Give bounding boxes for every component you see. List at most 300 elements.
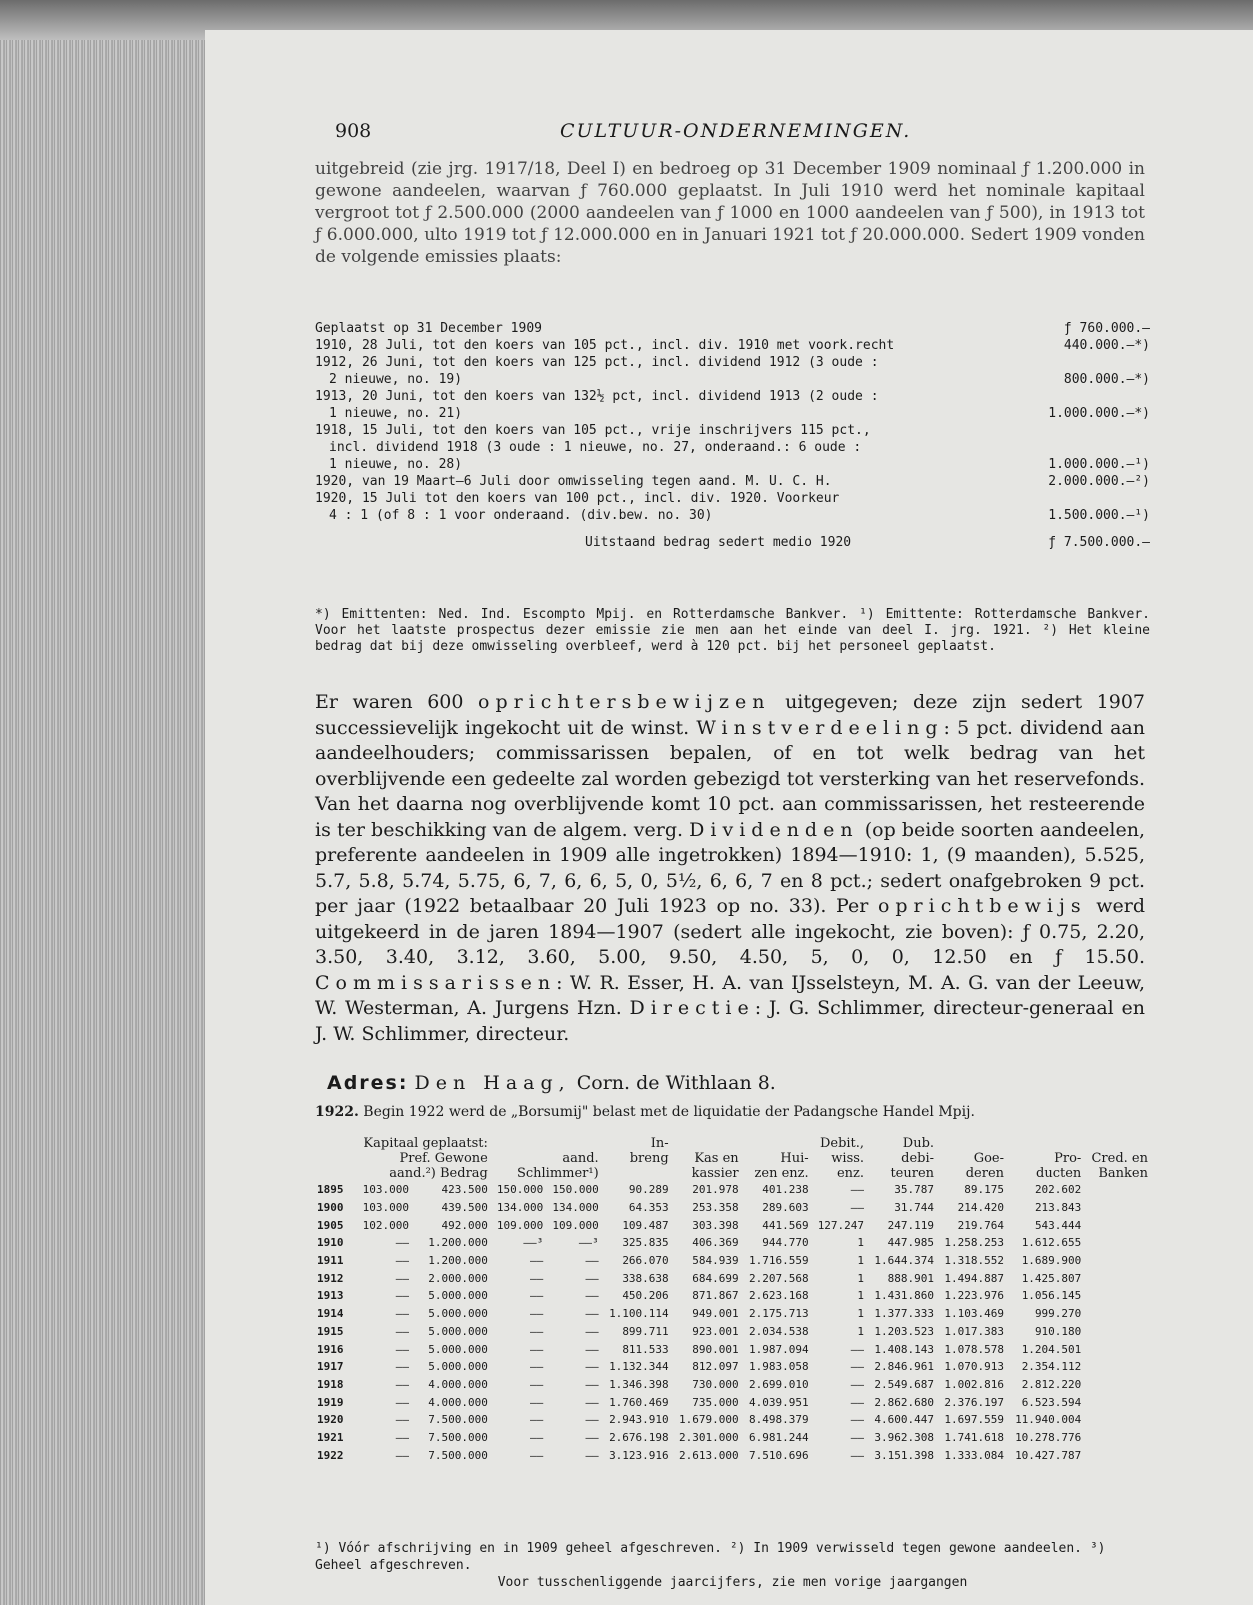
table-row — [315, 1429, 1150, 1447]
table-cell: —— — [395, 1360, 409, 1374]
table-cell: —— — [395, 1430, 409, 1444]
table-row — [315, 1323, 1150, 1341]
table-cell: 1.689.900 — [1021, 1254, 1082, 1268]
address-label: Adres: — [327, 1072, 409, 1094]
table-cell: 7.500.000 — [428, 1448, 488, 1462]
table-cell: 6.523.594 — [1021, 1395, 1082, 1409]
financial-table-body — [315, 1181, 1150, 1464]
table-cell: —— — [530, 1448, 544, 1462]
emission-line — [315, 371, 1150, 388]
spaced-term: Commissarissen — [315, 971, 557, 994]
table-cell: 439.500 — [441, 1201, 488, 1215]
table-cell: 5.000.000 — [428, 1324, 488, 1338]
table-cell: 1.408.143 — [874, 1342, 935, 1356]
main-paragraph — [315, 690, 1145, 1047]
table-cell: 1 — [857, 1254, 865, 1268]
table-cell: 1 — [857, 1271, 865, 1285]
table-cell: 401.238 — [762, 1183, 809, 1197]
table-cell: 3.123.916 — [609, 1448, 669, 1462]
table-row — [315, 1358, 1150, 1376]
paragraph-segment: : J. G. Schlimmer, directeur-generaal en J. W. Schlimmer, directeur. — [315, 997, 1145, 1045]
column-header: Hui- — [780, 1151, 809, 1166]
column-header: Cred. en — [1091, 1151, 1148, 1166]
table-cell: 811.533 — [622, 1342, 669, 1356]
document-page — [205, 30, 1253, 1605]
table-cell: 1.103.469 — [944, 1307, 1005, 1321]
table-cell: 325.835 — [622, 1236, 669, 1250]
table-row — [315, 1216, 1150, 1234]
emission-line — [315, 490, 1150, 507]
column-header: breng — [629, 1151, 669, 1166]
table-cell: 1.644.374 — [874, 1254, 935, 1268]
table-cell: —— — [395, 1342, 409, 1356]
column-header: Kas en — [694, 1151, 739, 1166]
table-cell: 2.000.000 — [428, 1271, 488, 1285]
column-header: deren — [965, 1166, 1005, 1181]
table-cell: 247.119 — [887, 1218, 935, 1232]
table-cell: —— — [850, 1342, 865, 1356]
table-cell: —— — [395, 1324, 409, 1338]
row-year: 1895 — [317, 1183, 344, 1197]
emission-line — [315, 507, 1150, 524]
paragraph-segment: : 5 pct. dividend aan aandeelhouders; commissarissen bepalen, of en tot welk bedrag van het overblijvende een gedeelte zal worden gebezigd tot versterking van het reservefonds. Van het daarna nog overblijvende komt 10 pct. aan commissarissen, het resteerende is ter beschikking van de algem. verg. — [315, 716, 1145, 841]
table-cell: ——³ — [523, 1236, 544, 1250]
table-cell: 7.500.000 — [428, 1413, 488, 1427]
table-cell: —— — [585, 1307, 599, 1321]
table-cell: 944.770 — [762, 1236, 809, 1250]
table-cell: 1.204.501 — [1021, 1342, 1082, 1356]
table-cell: 2.676.198 — [609, 1430, 669, 1444]
column-header — [601, 1166, 671, 1181]
table-cell: 492.000 — [441, 1218, 488, 1232]
column-header — [315, 1166, 349, 1181]
emission-amount: 2.000.000.—²) — [1048, 474, 1150, 489]
column-header: Banken — [1098, 1166, 1148, 1181]
table-cell: —— — [395, 1289, 409, 1303]
emission-line — [315, 456, 1150, 473]
table-cell: 447.985 — [887, 1236, 935, 1250]
table-cell: 2.699.010 — [749, 1377, 809, 1391]
table-cell: 89.175 — [964, 1183, 1005, 1197]
row-year: 1919 — [317, 1395, 344, 1409]
row-year: 1913 — [317, 1289, 344, 1303]
table-cell: —— — [530, 1289, 544, 1303]
table-cell: —— — [585, 1377, 599, 1391]
table-cell: 8.498.379 — [749, 1413, 809, 1427]
spaced-term: oprichtersbewijzen — [478, 691, 771, 713]
table-cell: —— — [850, 1395, 865, 1409]
emission-notes: *) Emittenten: Ned. Ind. Escompto Mpij. en Rotterdamsche Bankver. ¹) Emittente: Rotterdamsche Bankver. Voor het laatste prospectus dezer emissie zie men aan het einde van deel I. jrg. 1921. ²) Het kleine bedrag dat bij deze omwisseling overbleef, werd à 120 pct. bij het personeel geplaatst. — [315, 607, 1150, 654]
table-cell: 134.000 — [552, 1201, 599, 1215]
table-cell: 3.962.308 — [874, 1430, 935, 1444]
table-cell: 2.034.538 — [749, 1324, 809, 1338]
table-cell: 201.978 — [692, 1183, 739, 1197]
row-year: 1910 — [317, 1236, 344, 1250]
table-row — [315, 1252, 1150, 1270]
table-cell: —— — [850, 1377, 865, 1391]
table-cell: —— — [395, 1271, 409, 1285]
table-cell: —— — [395, 1236, 409, 1250]
address-city: Den Haag, — [414, 1072, 571, 1094]
table-cell: 812.097 — [692, 1360, 739, 1374]
row-year: 1921 — [317, 1430, 344, 1444]
table-cell: 2.175.713 — [749, 1307, 809, 1321]
table-cell: —— — [850, 1201, 865, 1215]
table-cell: —— — [395, 1377, 409, 1391]
table-cell: 2.207.568 — [749, 1271, 809, 1285]
emission-line — [315, 320, 1150, 337]
table-cell: 899.711 — [622, 1324, 669, 1338]
emission-text: 1 nieuwe, no. 28) — [329, 457, 463, 472]
table-cell: —— — [850, 1448, 865, 1462]
emission-amount: 800.000.—*) — [1063, 372, 1150, 387]
table-cell: 2.943.910 — [609, 1413, 669, 1427]
intro-text: uitgebreid (zie jrg. 1917/18, Deel I) en bedroeg op 31 December 1909 nominaal ƒ 1.200.000 in gewone aandeelen, waarvan ƒ 760.000 geplaatst. In Juli 1910 werd het nominale kapitaal vergroot tot ƒ 2.500.000 (2000 aandeelen van ƒ 1000 en 1000 aandeelen van ƒ 500), in 1913 tot ƒ 6.000.000, ulto 1919 tot ƒ 12.000.000 en in Januari 1921 tot ƒ 20.000.000. Sedert 1909 vonden de volgende emissies plaats: — [315, 159, 1145, 267]
table-header-row — [315, 1136, 1150, 1151]
row-year: 1917 — [317, 1360, 344, 1374]
table-cell: 10.427.787 — [1015, 1448, 1082, 1462]
table-cell: —— — [530, 1342, 544, 1356]
emission-text: Geplaatst op 31 December 1909 — [315, 321, 542, 336]
column-header — [1083, 1136, 1150, 1151]
emission-line — [315, 422, 1150, 439]
table-cell: 1 — [857, 1324, 865, 1338]
table-cell: 289.603 — [762, 1201, 809, 1215]
table-cell: 1.318.552 — [944, 1254, 1005, 1268]
table-cell: —— — [585, 1289, 599, 1303]
table-cell: 1.056.145 — [1021, 1289, 1082, 1303]
table-cell: —— — [395, 1448, 409, 1462]
table-cell: 1.697.559 — [944, 1413, 1005, 1427]
table-cell: 1.223.976 — [944, 1289, 1005, 1303]
emission-text: 1920, van 19 Maart—6 Juli door omwisseling tegen aand. M. U. C. H. — [315, 474, 832, 489]
year-1922-label: 1922. — [315, 1104, 359, 1120]
spaced-term: Dividenden — [689, 818, 859, 841]
column-header: Pref. Gewone — [399, 1151, 488, 1166]
table-cell: 1 — [857, 1236, 865, 1250]
table-cell: 730.000 — [692, 1377, 739, 1391]
row-year: 1914 — [317, 1307, 344, 1321]
table-cell: 1.200.000 — [428, 1236, 488, 1250]
table-cell: —— — [585, 1448, 599, 1462]
emission-line — [315, 439, 1150, 456]
column-header: aand.²) Bedrag — [389, 1166, 488, 1181]
row-year: 1900 — [317, 1201, 344, 1215]
table-cell: 109.000 — [552, 1218, 599, 1232]
emission-total-row — [315, 534, 1150, 551]
table-cell: 1.431.860 — [874, 1289, 935, 1303]
table-cell: —— — [585, 1395, 599, 1409]
column-header: zen enz. — [754, 1166, 809, 1181]
table-cell: —— — [850, 1430, 865, 1444]
emission-line — [315, 354, 1150, 371]
table-cell: 890.001 — [692, 1342, 739, 1356]
table-cell: —— — [585, 1342, 599, 1356]
year-1922-text: Begin 1922 werd de „Borsumij" belast met de liquidatie der Padangsche Handel Mpij. — [363, 1104, 975, 1120]
table-cell: 4.000.000 — [428, 1377, 488, 1391]
column-header: Goe- — [973, 1151, 1005, 1166]
emission-text: incl. dividend 1918 (3 oude : 1 nieuwe, no. 27, onderaand.: 6 oude : — [329, 440, 862, 455]
table-cell: —— — [585, 1430, 599, 1444]
table-cell: 1 — [857, 1307, 865, 1321]
column-header — [490, 1136, 601, 1151]
table-cell: —— — [850, 1360, 865, 1374]
table-cell: 134.000 — [496, 1201, 544, 1215]
table-cell: 338.638 — [622, 1271, 669, 1285]
table-cell: 1.494.887 — [944, 1271, 1005, 1285]
table-cell: 4.000.000 — [428, 1395, 488, 1409]
table-cell: 450.206 — [622, 1289, 669, 1303]
emission-total-label: Uitstaand bedrag sedert medio 1920 — [585, 535, 852, 550]
table-cell: —— — [530, 1324, 544, 1338]
column-header: In- — [650, 1136, 669, 1151]
table-cell: 102.000 — [362, 1218, 409, 1232]
intro-paragraph — [315, 158, 1145, 268]
main-paragraph-text — [315, 690, 1145, 1047]
row-year: 1911 — [317, 1254, 344, 1268]
table-cell: 1.346.398 — [609, 1377, 669, 1391]
running-title: CULTUUR-ONDERNEMINGEN. — [560, 120, 912, 142]
table-row — [315, 1340, 1150, 1358]
column-header — [936, 1136, 1006, 1151]
address-street: Corn. de Withlaan 8. — [576, 1072, 776, 1094]
column-header: Pro- — [1054, 1151, 1082, 1166]
footnote-2: Voor tusschenliggende jaarcijfers, zie men vorige jaargangen — [497, 1575, 968, 1590]
table-row — [315, 1446, 1150, 1464]
table-cell: 103.000 — [362, 1201, 409, 1215]
table-cell: 1.070.913 — [944, 1360, 1005, 1374]
table-cell: —— — [530, 1395, 544, 1409]
table-cell: 219.764 — [957, 1218, 1005, 1232]
column-header: aand. — [562, 1151, 599, 1166]
table-cell: 7.500.000 — [428, 1430, 488, 1444]
table-cell: 1.002.816 — [944, 1377, 1005, 1391]
table-header-row — [315, 1151, 1150, 1166]
table-cell: 2.862.680 — [874, 1395, 935, 1409]
emission-text: 4 : 1 (of 8 : 1 voor onderaand. (div.bew. no. 30) — [329, 508, 713, 523]
table-cell: 64.353 — [628, 1201, 669, 1215]
row-year: 1922 — [317, 1448, 344, 1462]
table-row — [315, 1376, 1150, 1394]
table-cell: 1.612.655 — [1021, 1236, 1082, 1250]
table-cell: 1.983.058 — [749, 1360, 809, 1374]
column-header: Schlimmer¹) — [516, 1166, 599, 1181]
table-cell: 202.602 — [1034, 1183, 1082, 1197]
column-header: wiss. — [831, 1151, 865, 1166]
table-cell: 1.078.578 — [944, 1342, 1005, 1356]
column-header: Kapitaal geplaatst: — [363, 1136, 488, 1151]
table-cell: —— — [395, 1307, 409, 1321]
table-cell: 150.000 — [552, 1183, 599, 1197]
column-header: Debit., — [819, 1136, 865, 1151]
table-cell: 11.940.004 — [1015, 1413, 1082, 1427]
emission-amount: 440.000.—*) — [1063, 338, 1150, 353]
row-year: 1905 — [317, 1218, 344, 1232]
footnotes — [315, 1540, 1150, 1591]
emission-text: 1920, 15 Juli tot den koers van 100 pct., incl. div. 1920. Voorkeur — [315, 491, 840, 506]
table-cell: —— — [585, 1413, 599, 1427]
table-cell: 1.203.523 — [874, 1324, 935, 1338]
table-cell: —— — [530, 1360, 544, 1374]
emission-line — [315, 337, 1150, 354]
table-cell: 303.398 — [692, 1218, 739, 1232]
table-row — [315, 1269, 1150, 1287]
emission-text: 1913, 20 Juni, tot den koers van 132½ pct, incl. dividend 1913 (2 oude : — [315, 389, 879, 404]
table-cell: 103.000 — [362, 1183, 409, 1197]
page-header — [335, 120, 912, 142]
emission-amount: 1.000.000.—*) — [1048, 406, 1150, 421]
table-cell: 1.100.114 — [609, 1307, 669, 1321]
table-cell: 2.623.168 — [749, 1289, 809, 1303]
table-cell: 406.369 — [692, 1236, 739, 1250]
table-cell: 5.000.000 — [428, 1342, 488, 1356]
table-cell: 1 — [857, 1289, 865, 1303]
table-cell: 888.901 — [887, 1271, 935, 1285]
table-cell: 266.070 — [622, 1254, 669, 1268]
paragraph-segment: werd uitgekeerd in de jaren 1894—1907 (sedert alle ingekocht, zie boven): ƒ 0.75, 2.20, 3.50, 3.40, 3.12, 3.60, 5.00, 9.50, 4.50, 5, 0, 0, 12.50 en ƒ 15.50. — [315, 895, 1145, 968]
table-cell: —— — [530, 1377, 544, 1391]
table-cell: 543.444 — [1034, 1218, 1082, 1232]
emission-amount: 1.000.000.—¹) — [1048, 457, 1150, 472]
paragraph-segment: Er waren 600 — [315, 691, 479, 713]
column-header: kassier — [691, 1166, 739, 1181]
emission-amount: 1.500.000.—¹) — [1048, 508, 1150, 523]
table-cell: 127.247 — [817, 1218, 865, 1232]
table-cell: —— — [585, 1360, 599, 1374]
table-cell: 1.132.344 — [609, 1360, 669, 1374]
table-cell: —— — [395, 1254, 409, 1268]
table-cell: 4.039.951 — [749, 1395, 809, 1409]
table-cell: 1.377.333 — [874, 1307, 935, 1321]
table-cell: 5.000.000 — [428, 1360, 488, 1374]
table-cell: 6.981.244 — [749, 1430, 809, 1444]
row-year: 1918 — [317, 1377, 344, 1391]
table-row — [315, 1411, 1150, 1429]
row-year: 1912 — [317, 1271, 344, 1285]
table-cell: 5.000.000 — [428, 1307, 488, 1321]
emission-text: 2 nieuwe, no. 19) — [329, 372, 463, 387]
table-cell: 3.151.398 — [874, 1448, 935, 1462]
emission-total-amount: ƒ 7.500.000.— — [1048, 535, 1150, 550]
table-cell: 109.000 — [496, 1218, 544, 1232]
table-cell: 2.376.197 — [944, 1395, 1005, 1409]
column-header — [315, 1136, 349, 1151]
page-number: 908 — [335, 120, 372, 142]
table-cell: —— — [585, 1271, 599, 1285]
financial-table-header — [315, 1136, 1150, 1181]
table-cell: 735.000 — [692, 1395, 739, 1409]
table-cell: —— — [395, 1413, 409, 1427]
column-header — [671, 1136, 741, 1151]
table-cell: 10.278.776 — [1015, 1430, 1082, 1444]
table-cell: 31.744 — [894, 1201, 935, 1215]
table-cell: —— — [850, 1183, 865, 1197]
column-header — [741, 1136, 811, 1151]
table-cell: 1.716.559 — [749, 1254, 809, 1268]
table-cell: —— — [530, 1430, 544, 1444]
emission-text: 1 nieuwe, no. 21) — [329, 406, 463, 421]
table-cell: 1.987.094 — [749, 1342, 809, 1356]
emission-amount: ƒ 760.000.— — [1063, 321, 1150, 336]
table-cell: 910.180 — [1034, 1324, 1082, 1338]
financial-table — [315, 1136, 1150, 1464]
table-cell: 441.569 — [762, 1218, 809, 1232]
paragraph-segment: (op beide soorten aandeelen, preferente aandeelen in 1909 alle ingetrokken) 1894—1910: 1, (9 maanden), 5.525, 5.7, 5.8, 5.74, 5.75, 6, 7, 6, 6, 5, 0, 5½, 6, 6, 7 en 8 pct.; sedert onafgebroken 9 pct. per jaar (1922 betaalbaar 20 Juli 1923 op no. 33). Per — [315, 818, 1145, 917]
table-cell: 1.333.084 — [944, 1448, 1005, 1462]
table-cell: 90.289 — [628, 1183, 669, 1197]
table-cell: 35.787 — [894, 1183, 935, 1197]
table-cell: —— — [530, 1307, 544, 1321]
table-cell: 1.425.807 — [1021, 1271, 1082, 1285]
table-cell: 584.939 — [692, 1254, 739, 1268]
column-header: enz. — [836, 1166, 865, 1181]
table-cell: 109.487 — [622, 1218, 669, 1232]
table-cell: 1.017.383 — [944, 1324, 1005, 1338]
table-cell: —— — [395, 1395, 409, 1409]
spaced-term: Winstverdeeling — [696, 716, 944, 739]
column-header: ducten — [1036, 1166, 1082, 1181]
year-1922-note — [315, 1104, 1150, 1120]
table-cell: 1.679.000 — [679, 1413, 739, 1427]
table-cell: 1.741.618 — [944, 1430, 1005, 1444]
table-cell: 2.549.687 — [874, 1377, 935, 1391]
table-cell: 253.358 — [692, 1201, 739, 1215]
table-cell: ——³ — [578, 1236, 599, 1250]
table-cell: 923.001 — [692, 1324, 739, 1338]
column-header — [1006, 1136, 1083, 1151]
table-header-row — [315, 1166, 1150, 1181]
column-header: Dub. — [902, 1136, 935, 1151]
table-row — [315, 1393, 1150, 1411]
table-row — [315, 1181, 1150, 1199]
paragraph-segment: : W. R. Esser, H. A. van IJsselsteyn, M. A. G. van der Leeuw, W. Westerman, A. Jurgens Hzn. — [315, 971, 1145, 1019]
table-cell: —— — [585, 1324, 599, 1338]
table-cell: 2.301.000 — [679, 1430, 739, 1444]
table-cell: 999.270 — [1034, 1307, 1082, 1321]
table-cell: —— — [585, 1254, 599, 1268]
address — [327, 1072, 776, 1094]
column-header: debi- — [901, 1151, 935, 1166]
book-page-edges — [0, 0, 205, 1605]
table-cell: 1.258.253 — [944, 1236, 1005, 1250]
table-cell: —— — [850, 1413, 865, 1427]
emission-line — [315, 405, 1150, 422]
column-header — [315, 1151, 349, 1166]
table-cell: 684.699 — [692, 1271, 739, 1285]
table-cell: 5.000.000 — [428, 1289, 488, 1303]
table-cell: 949.001 — [692, 1307, 739, 1321]
table-row — [315, 1199, 1150, 1217]
table-cell: 2.812.220 — [1021, 1377, 1082, 1391]
table-row — [315, 1305, 1150, 1323]
table-cell: —— — [530, 1271, 544, 1285]
table-cell: 2.354.112 — [1021, 1360, 1082, 1374]
table-row — [315, 1234, 1150, 1252]
table-cell: 214.420 — [957, 1201, 1005, 1215]
table-cell: 213.843 — [1034, 1201, 1082, 1215]
table-cell: 4.600.447 — [874, 1413, 935, 1427]
table-cell: 2.846.961 — [874, 1360, 935, 1374]
table-cell: 1.200.000 — [428, 1254, 488, 1268]
emission-line — [315, 473, 1150, 490]
row-year: 1916 — [317, 1342, 344, 1356]
table-cell: 871.867 — [692, 1289, 739, 1303]
column-header: teuren — [890, 1166, 935, 1181]
table-row — [315, 1287, 1150, 1305]
emission-text: 1912, 26 Juni, tot den koers van 125 pct., incl. dividend 1912 (3 oude : — [315, 355, 879, 370]
table-cell: 1.760.469 — [609, 1395, 669, 1409]
row-year: 1920 — [317, 1413, 344, 1427]
